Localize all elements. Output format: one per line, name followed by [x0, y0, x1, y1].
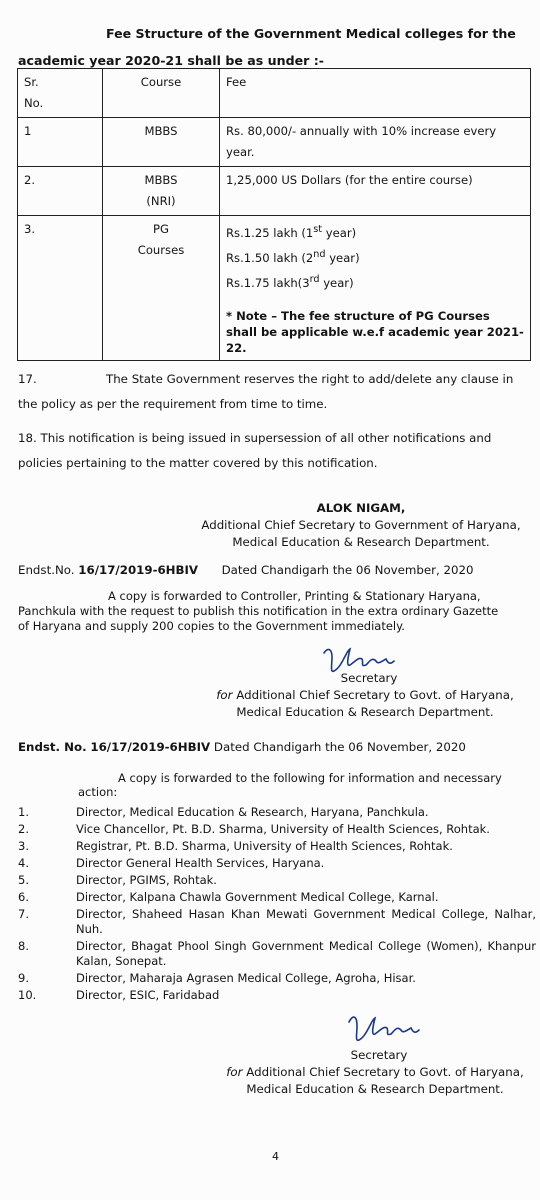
secretary-label: Secretary — [340, 671, 398, 685]
sr-no-header: Sr. No. — [18, 69, 103, 118]
course-header: Course — [103, 69, 220, 118]
fee-structure-heading — [18, 20, 538, 74]
secretary-block-2: Secretary for Additional Chief Secretary to Govt. of Haryana, Medical Education & Research Department. — [210, 1047, 540, 1098]
list-item: 2. Vice Chancellor, Pt. B.D. Sharma, University of Health Sciences, Rohtak. — [18, 822, 490, 836]
clause-17: 17. The State Government reserves the right to add/delete any clause in the policy as per the requirement from time to time. — [18, 372, 514, 411]
secretary-label: Secretary — [350, 1048, 408, 1062]
row-course: MBBS — [103, 118, 220, 167]
pg-fee-year-1: Rs.1.25 lakh (1st year) — [226, 224, 357, 240]
row-sr: 3. — [18, 216, 103, 361]
endorsement-body-2: A copy is forwarded to the following for information and necessary action: — [78, 771, 502, 799]
row-course: MBBS (NRI) — [103, 167, 220, 216]
signatory-title-2: Medical Education & Research Department. — [232, 535, 490, 549]
list-item: 6. Director, Kalpana Chawla Government Medical College, Karnal. — [18, 890, 439, 904]
signatory-title-1: Additional Chief Secretary to Government of Haryana, — [201, 518, 521, 532]
clause-18: 18. This notification is being issued in supersession of all other notifications and policies pertaining to the matter covered by this notification. — [18, 431, 492, 470]
heading-line-2: academic year 2020-21 shall be as under :- — [18, 53, 324, 68]
fee-table-header-row — [18, 69, 531, 118]
pg-fee-note: * Note – The fee structure of PG Courses shall be applicable w.e.f academic year 2021-22. — [226, 308, 524, 355]
list-item: 1. Director, Medical Education & Research, Haryana, Panchkula. — [18, 805, 429, 819]
distribution-list — [18, 805, 536, 1005]
list-item: 3. Registrar, Pt. B.D. Sharma, University of Health Sciences, Rohtak. — [18, 839, 453, 853]
heading-line-1: Fee Structure of the Government Medical colleges for the — [106, 26, 516, 41]
endorsement-line-2: Endst. No. 16/17/2019-6HBIV Dated Chandigarh the 06 November, 2020 — [18, 740, 466, 754]
list-item: 10. Director, ESIC, Faridabad — [18, 988, 220, 1002]
table-row — [18, 216, 531, 361]
pg-fee-year-2: Rs.1.50 lakh (2nd year) — [226, 248, 360, 265]
signatory-name: ALOK NIGAM, — [316, 501, 406, 515]
page-number: 4 — [272, 1150, 279, 1163]
list-item: 4. Director General Health Services, Haryana. — [18, 856, 325, 870]
list-item: 8. Director, Bhagat Phool Singh Government Medical College (Women), Khanpur Kalan, Sonepat. — [18, 939, 536, 968]
secretary-block-1: Secretary for Additional Chief Secretary to Govt. of Haryana, Medical Education & Research Department. — [200, 670, 530, 721]
row-course: PG Courses — [103, 216, 220, 361]
row-fee: 1,25,000 US Dollars (for the entire course) — [220, 167, 531, 216]
row-fee — [220, 216, 531, 361]
endorsement-body-1: A copy is forwarded to Controller, Printing & Stationary Haryana, Panchkula with the request to publish this notification in the extra ordinary Gazette of Haryana and supply 200 copies to the Government immediately. — [18, 589, 499, 633]
list-item: 9. Director, Maharaja Agrasen Medical College, Agroha, Hisar. — [18, 971, 416, 985]
fee-header: Fee — [220, 69, 531, 118]
table-row — [18, 118, 531, 167]
fee-table — [17, 68, 531, 361]
table-row — [18, 167, 531, 216]
row-sr: 2. — [18, 167, 103, 216]
pg-fee-year-3: Rs.1.75 lakh(3rd year) — [226, 273, 354, 290]
row-sr: 1 — [18, 118, 103, 167]
handwritten-signature-mark — [345, 1010, 425, 1048]
endorsement-line-1: Endst.No. 16/17/2019-6HBIV Dated Chandigarh the 06 November, 2020 — [18, 563, 474, 577]
list-item: 7. Director, Shaheed Hasan Khan Mewati Government Medical College, Nalhar, Nuh. — [18, 907, 536, 936]
row-fee: Rs. 80,000/- annually with 10% increase every year. — [220, 118, 531, 167]
signatory-block — [190, 500, 532, 551]
list-item: 5. Director, PGIMS, Rohtak. — [18, 873, 217, 887]
